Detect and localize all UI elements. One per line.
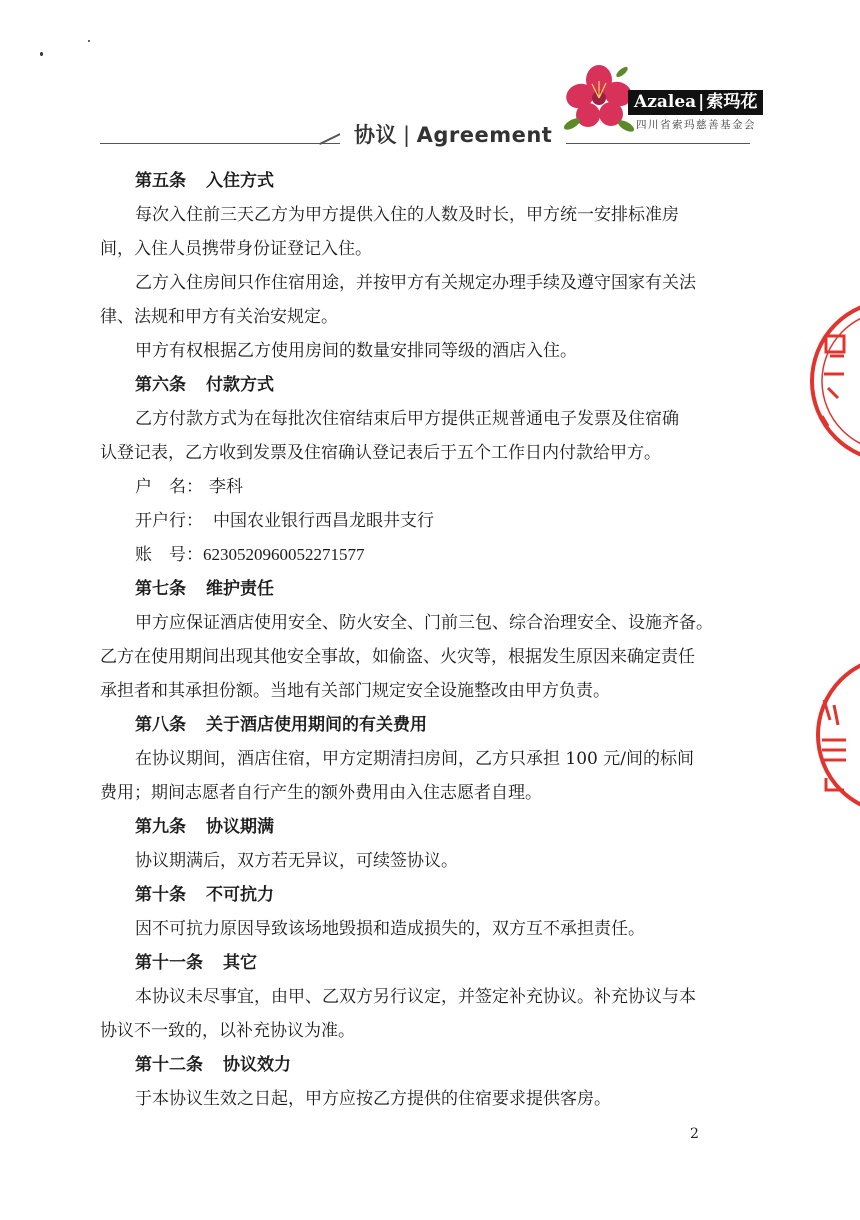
article-12-heading — [135, 1050, 291, 1075]
article-number: 第九条 — [135, 817, 186, 837]
article-8-text: 在协议期间，酒店住宿，甲方定期清扫房间，乙方只承担 100 元/间的标间 — [135, 749, 694, 769]
article-subject: 其它 — [223, 953, 257, 973]
account-name-row — [135, 472, 243, 497]
article-7-text: 甲方应保证酒店使用安全、防火安全、门前三包、综合治理安全、设施齐备。 — [135, 613, 713, 633]
scan-speck — [88, 40, 90, 42]
article-5-text: 每次入住前三天乙方为甲方提供入住的人数及时长，甲方统一安排标准房 — [135, 205, 679, 225]
bank-row — [135, 506, 434, 531]
article-5-text: 律、法规和甲方有关治安规定。 — [100, 307, 338, 327]
article-7-text: 承担者和其承担份额。当地有关部门规定安全设施整改由甲方负责。 — [100, 681, 610, 701]
article-number: 第七条 — [135, 579, 186, 599]
article-11-text: 本协议未尽事宜，由甲、乙双方另行议定，并签定补充协议。补充协议与本 — [135, 987, 696, 1007]
article-8-heading — [135, 710, 427, 735]
account-number-row — [135, 540, 365, 565]
article-10-heading — [135, 880, 274, 905]
article-number: 第十二条 — [135, 1055, 203, 1075]
article-subject: 协议效力 — [223, 1055, 291, 1075]
article-5-text: 乙方入住房间只作住宿用途，并按甲方有关规定办理手续及遵守国家有关法 — [135, 273, 696, 293]
bank-value: 中国农业银行西昌龙眼井支行 — [213, 511, 434, 531]
article-9-heading — [135, 812, 274, 837]
article-subject: 维护责任 — [206, 579, 274, 599]
article-5-heading — [135, 166, 274, 191]
article-number: 第十条 — [135, 885, 186, 905]
page-number: 2 — [690, 1126, 699, 1142]
account-number-value: 6230520960052271577 — [203, 545, 365, 564]
account-name-value: 李科 — [209, 477, 243, 497]
article-number: 第十一条 — [135, 953, 203, 973]
article-number: 第六条 — [135, 375, 186, 395]
foundation-logo — [562, 62, 762, 140]
article-number: 第五条 — [135, 171, 186, 191]
azalea-flower-icon — [562, 62, 636, 136]
article-12-text: 于本协议生效之日起，甲方应按乙方提供的住宿要求提供客房。 — [135, 1089, 611, 1109]
article-10-text: 因不可抗力原因导致该场地毁损和造成损失的，双方互不承担责任。 — [135, 919, 645, 939]
article-6-heading — [135, 370, 274, 395]
article-subject: 入住方式 — [206, 171, 274, 191]
scan-speck — [40, 52, 43, 56]
article-5-text: 甲方有权根据乙方使用房间的数量安排同等级的酒店入住。 — [135, 341, 577, 361]
article-8-text: 费用；期间志愿者自行产生的额外费用由入住志愿者自理。 — [100, 783, 542, 803]
article-5-text: 间，入住人员携带身份证登记入住。 — [100, 239, 372, 259]
article-6-text: 乙方付款方式为在每批次住宿结束后甲方提供正规普通电子发票及住宿确 — [135, 409, 679, 429]
bank-label: 开户行： — [135, 511, 203, 531]
logo-name-en: Azalea — [634, 92, 697, 112]
official-seal-partial — [806, 660, 860, 810]
header-separator: | — [403, 123, 411, 147]
logo-name: Azalea | 索玛花 — [628, 90, 763, 115]
page-header-title — [340, 118, 566, 152]
article-subject: 付款方式 — [206, 375, 274, 395]
account-name-label: 户 名： — [135, 477, 203, 497]
header-title-cn: 协议 — [354, 123, 397, 147]
article-subject: 不可抗力 — [206, 885, 274, 905]
logo-name-cn: 索玛花 — [706, 92, 758, 112]
article-number: 第八条 — [135, 715, 186, 735]
article-9-text: 协议期满后，双方若无异议，可续签协议。 — [135, 851, 458, 871]
official-seal-partial — [806, 296, 860, 466]
account-number-label: 账 号： — [135, 545, 203, 565]
article-subject: 协议期满 — [206, 817, 274, 837]
article-7-heading — [135, 574, 274, 599]
article-6-text: 认登记表，乙方收到发票及住宿确认登记表后于五个工作日内付款给甲方。 — [100, 443, 661, 463]
header-title-en: Agreement — [416, 123, 553, 147]
article-11-heading — [135, 948, 257, 973]
article-subject: 关于酒店使用期间的有关费用 — [206, 715, 427, 735]
article-11-text: 协议不一致的，以补充协议为准。 — [100, 1021, 355, 1041]
logo-organization: 四川省索玛慈善基金会 — [636, 119, 756, 131]
article-7-text: 乙方在使用期间出现其他安全事故，如偷盗、火灾等，根据发生原因来确定责任 — [100, 647, 695, 667]
